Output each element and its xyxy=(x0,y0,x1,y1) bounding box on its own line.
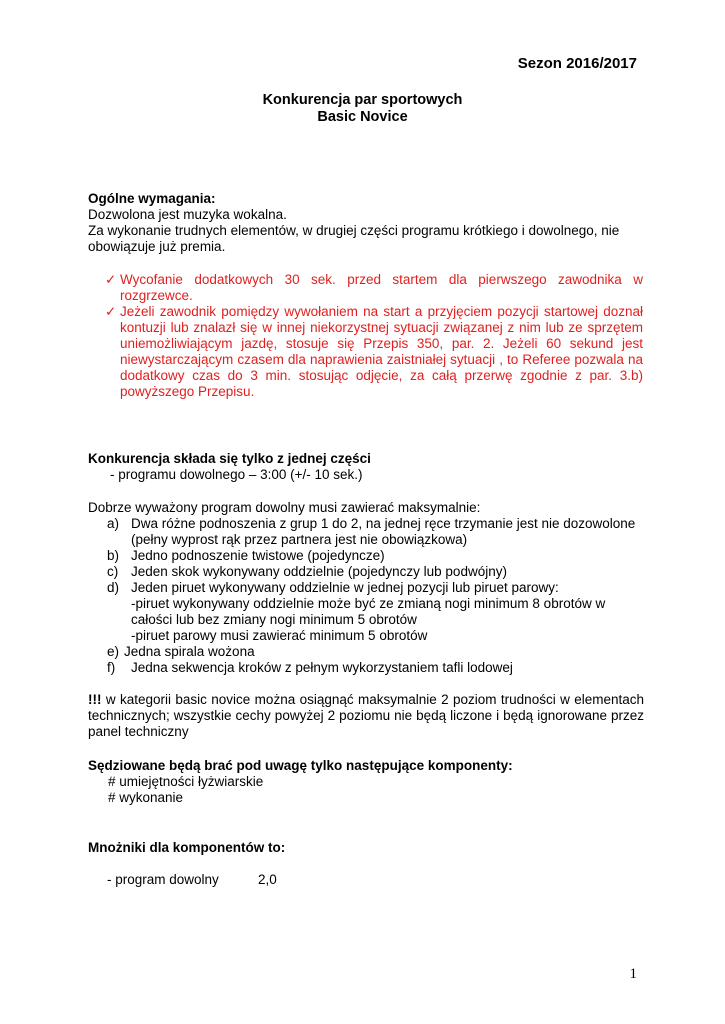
components-section xyxy=(88,758,644,806)
list-item: b) Jedno podnoszenie twistowe (pojedyncze) xyxy=(107,548,385,563)
multiplier-row xyxy=(107,872,277,888)
checkmark-icon: ✓ xyxy=(105,304,117,319)
general-line: Dozwolona jest muzyka wokalna. xyxy=(88,207,287,222)
multiplier-label: - program dowolny xyxy=(107,872,219,887)
general-line: Za wykonanie trudnych elementów, w drugiej części programu krótkiego i dowolnego, nie xyxy=(88,223,620,238)
list-item: # wykonanie xyxy=(108,790,184,805)
list-item: d) Jeden piruet wykonywany oddzielnie w jednej pozycji lub piruet parowy: -piruet wykonywany oddzielnie może być ze zmianą nogi minimum 8 obrotów w całości lub bez zmiany nogi minimum 5 obrotów -piruet parowy musi zawierać minimum 5 obrotów xyxy=(107,580,606,643)
levels-note-text: w kategorii basic novice można osiągnąć maksymalnie 2 poziom trudności w elementach technicznych; wszystkie cechy powyżej 2 poziomu nie będą liczone i będą ignorowane przez panel techniczny xyxy=(88,692,644,739)
competition-item: - programu dowolnego – 3:00 (+/- 10 sek.) xyxy=(110,467,363,482)
list-item: ✓ Wycofanie dodatkowych 30 sek. przed startem dla pierwszego zawodnika w rozgrzewce. xyxy=(105,272,643,303)
free-program-list xyxy=(107,516,647,676)
document-title: Konkurencja par sportowych xyxy=(262,92,463,108)
document-subtitle: Basic Novice xyxy=(317,109,408,125)
components-heading: Sędziowane będą brać pod uwagę tylko następujące komponenty: xyxy=(88,758,513,773)
general-requirements xyxy=(88,191,644,255)
list-item: f) Jedna sekwencja kroków z pełnym wykorzystaniem tafli lodowej xyxy=(107,660,513,675)
notes-list xyxy=(105,272,643,400)
list-item: c) Jeden skok wykonywany oddzielnie (pojedynczy lub podwójny) xyxy=(107,564,507,579)
list-item: ✓ Jeżeli zawodnik pomiędzy wywołaniem na start a przyjęciem pozycji startowej doznał kontuzji lub znalazł się w innej niekorzystnej sytuacji związanej z nim lub ze sprzętem uniemożliwiającym jazdę, stosuje się Przepis 350, par. 2. Jeżeli 60 sekund jest niewystarczającym czasem dla naprawienia zaistniałej sytuacji , to Referee pozwala na dodatkowy czas do 3 min. stosując odjęcie, za całą przerwę zgodnie z par. 3.b) powyższego Przepisu. xyxy=(105,304,643,399)
multipliers-heading: Mnożniki dla komponentów to: xyxy=(88,840,286,855)
general-line: obowiązuje już premia. xyxy=(88,239,226,254)
list-item: e) Jedna spirala wożona xyxy=(107,644,255,659)
season-label: Sezon 2016/2017 xyxy=(517,55,637,72)
general-heading: Ogólne wymagania: xyxy=(88,191,216,206)
free-program-intro: Dobrze wyważony program dowolny musi zawierać maksymalnie: xyxy=(88,500,481,515)
list-item: # umiejętności łyżwiarskie xyxy=(108,774,264,789)
competition-section xyxy=(88,451,644,483)
checkmark-icon: ✓ xyxy=(105,272,117,287)
warning-marker: !!! xyxy=(88,692,102,707)
competition-heading: Konkurencja składa się tylko z jednej części xyxy=(88,451,371,466)
multiplier-value: 2,0 xyxy=(258,872,277,887)
list-item: a) Dwa różne podnoszenia z grup 1 do 2, na jednej ręce trzymanie jest nie dozowolone (pełny wyprost rąk przez partnera jest nie obowiązkowa) xyxy=(107,516,636,547)
page-number: 1 xyxy=(629,966,637,982)
levels-note xyxy=(88,692,644,740)
